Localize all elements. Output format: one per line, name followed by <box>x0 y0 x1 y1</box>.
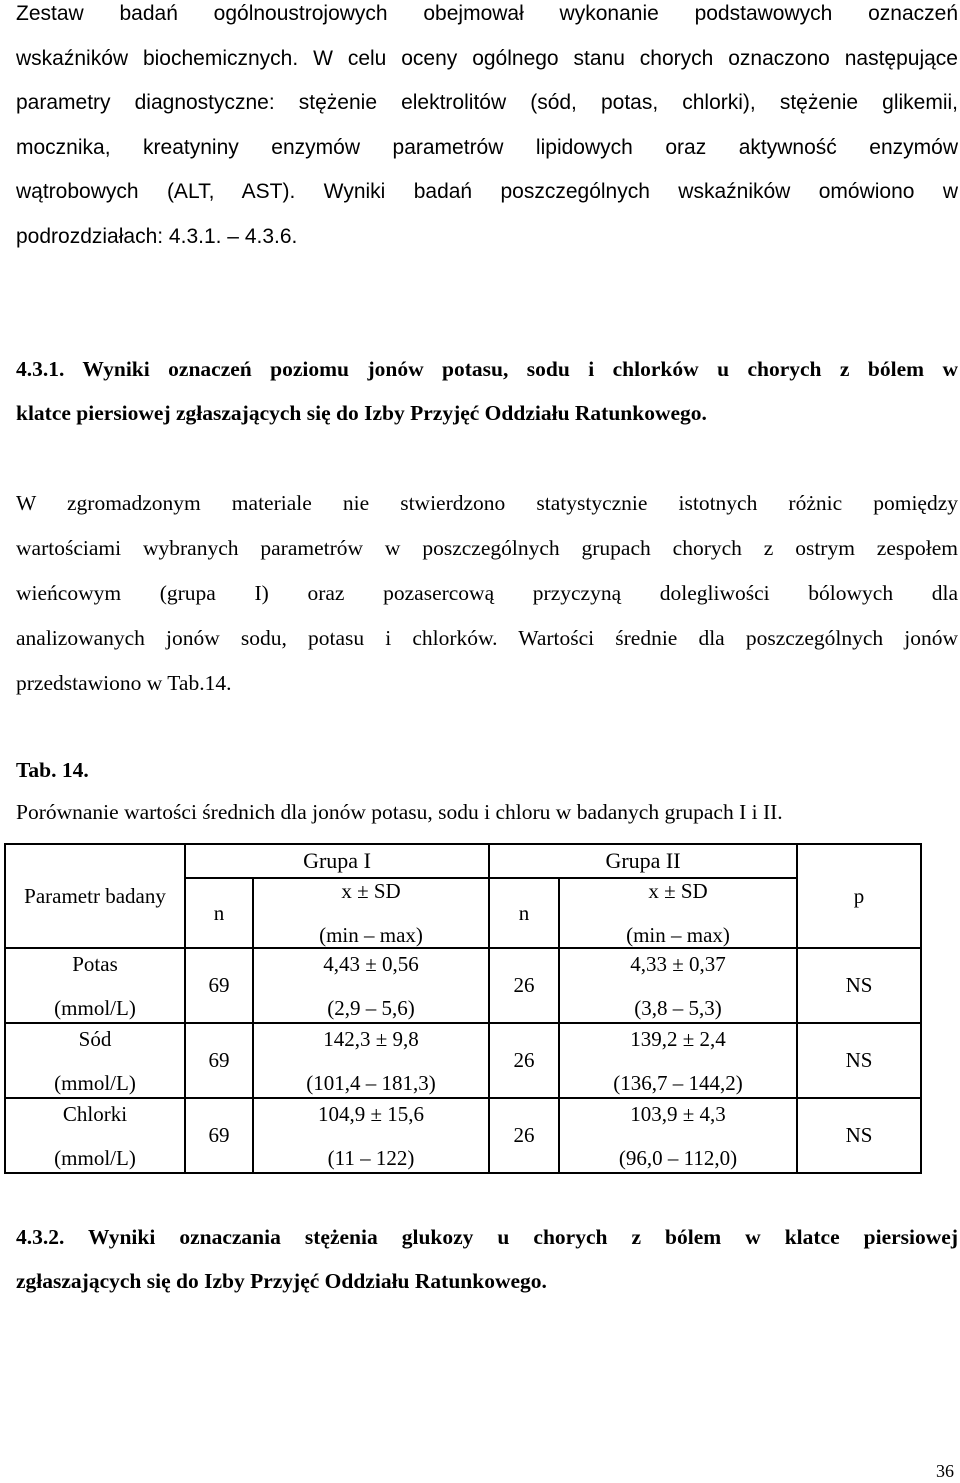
header-group-2: Grupa II <box>489 844 797 878</box>
parameter-cell <box>5 948 185 1023</box>
n-group-2: 26 <box>489 1023 559 1098</box>
p-value: NS <box>797 948 921 1023</box>
n-group-1: 69 <box>185 1098 253 1173</box>
results-table <box>4 843 960 1174</box>
stats-group-2 <box>559 948 797 1023</box>
table-header-row <box>5 844 960 878</box>
range-value: (101,4 – 181,3) <box>306 1070 436 1095</box>
range-value: (3,8 – 5,3) <box>634 995 722 1020</box>
intro-paragraph <box>16 0 958 259</box>
body-line: wartościami wybranych parametrów w poszczególnych grupach chorych z ostrym zespołem <box>16 536 958 560</box>
stats-group-2 <box>559 1098 797 1173</box>
n-group-1: 69 <box>185 948 253 1023</box>
table-row <box>5 1023 960 1098</box>
mean-sd-value: 142,3 ± 9,8 <box>323 1026 419 1051</box>
mean-sd-value: 139,2 ± 2,4 <box>630 1026 726 1051</box>
stats-group-2 <box>559 1023 797 1098</box>
table-label: Tab. 14. <box>16 758 89 782</box>
p-value: NS <box>797 1098 921 1173</box>
mean-sd-value: 4,43 ± 0,56 <box>323 951 419 976</box>
body-line: wieńcowym (grupa I) oraz pozasercową przyczyną dolegliwości bólowych dla <box>16 581 958 605</box>
range-value: (96,0 – 112,0) <box>618 1145 738 1170</box>
mean-sd-value: 4,33 ± 0,37 <box>630 951 726 976</box>
header-stats-group-2 <box>559 878 797 948</box>
range-value: (2,9 – 5,6) <box>327 995 415 1020</box>
parameter-cell <box>5 1098 185 1173</box>
header-mean-sd: x ± SD <box>648 879 708 903</box>
table-row <box>5 1098 960 1173</box>
stats-group-1 <box>253 1098 489 1173</box>
header-p: p <box>797 844 921 948</box>
section-431-body <box>16 481 958 706</box>
heading-line: 4.3.1. Wyniki oznaczeń poziomu jonów potasu, sodu i chlorków u chorych z bólem w <box>16 357 958 381</box>
table-row <box>5 948 960 1023</box>
header-range: (min – max) <box>626 923 730 947</box>
range-value: (11 – 122) <box>327 1145 415 1170</box>
heading-line: zgłaszających się do Izby Przyjęć Oddziału Ratunkowego. <box>16 1269 547 1293</box>
stats-group-1 <box>253 1023 489 1098</box>
parameter-unit: (mmol/L) <box>54 1145 136 1170</box>
n-group-2: 26 <box>489 948 559 1023</box>
section-432-heading <box>16 1215 958 1303</box>
table-caption: Porównanie wartości średnich dla jonów potasu, sodu i chloru w badanych grupach I i II. <box>16 800 783 824</box>
parameter-name: Sód <box>78 1026 112 1051</box>
intro-line: podrozdziałach: 4.3.1. – 4.3.6. <box>16 224 298 248</box>
mean-sd-value: 103,9 ± 4,3 <box>630 1101 726 1126</box>
body-line: analizowanych jonów sodu, potasu i chlorków. Wartości średnie dla poszczególnych jonów <box>16 626 958 650</box>
n-group-1: 69 <box>185 1023 253 1098</box>
header-parameter: Parametr badany <box>5 844 185 948</box>
header-n-group-2: n <box>489 878 559 948</box>
heading-line: klatce piersiowej zgłaszających się do Izby Przyjęć Oddziału Ratunkowego. <box>16 401 707 425</box>
intro-line: wątrobowych (ALT, AST). Wyniki badań poszczególnych wskaźników omówiono w <box>16 180 958 203</box>
parameter-unit: (mmol/L) <box>54 1070 136 1095</box>
parameter-cell <box>5 1023 185 1098</box>
parameter-unit: (mmol/L) <box>54 995 136 1020</box>
intro-line: mocznika, kreatyniny enzymów parametrów lipidowych oraz aktywność enzymów <box>16 135 958 159</box>
body-line: przedstawiono w Tab.14. <box>16 671 232 695</box>
header-n-group-1: n <box>185 878 253 948</box>
p-value: NS <box>797 1023 921 1098</box>
stats-group-1 <box>253 948 489 1023</box>
header-mean-sd: x ± SD <box>341 879 401 903</box>
parameter-name: Chlorki <box>62 1101 128 1126</box>
intro-line: wskaźników biochemicznych. W celu oceny ogólnego stanu chorych oznaczono następujące <box>16 46 958 70</box>
body-line: W zgromadzonym materiale nie stwierdzono statystycznie istotnych różnic pomiędzy <box>16 491 958 515</box>
heading-line: 4.3.2. Wyniki oznaczania stężenia glukozy u chorych z bólem w klatce piersiowej <box>16 1225 958 1249</box>
header-range: (min – max) <box>319 923 423 947</box>
mean-sd-value: 104,9 ± 15,6 <box>317 1101 425 1126</box>
range-value: (136,7 – 144,2) <box>613 1070 743 1095</box>
header-group-1: Grupa I <box>185 844 489 878</box>
header-stats-group-1 <box>253 878 489 948</box>
table-blank-margin <box>921 844 960 1173</box>
intro-line: Zestaw badań ogólnoustrojowych obejmował wykonanie podstawowych oznaczeń <box>16 2 958 25</box>
section-431-heading <box>16 347 958 435</box>
n-group-2: 26 <box>489 1098 559 1173</box>
parameter-name: Potas <box>72 951 118 976</box>
page-number: 36 <box>936 1461 954 1481</box>
intro-line: parametry diagnostyczne: stężenie elektrolitów (sód, potas, chlorki), stężenie glikemii, <box>16 91 958 114</box>
